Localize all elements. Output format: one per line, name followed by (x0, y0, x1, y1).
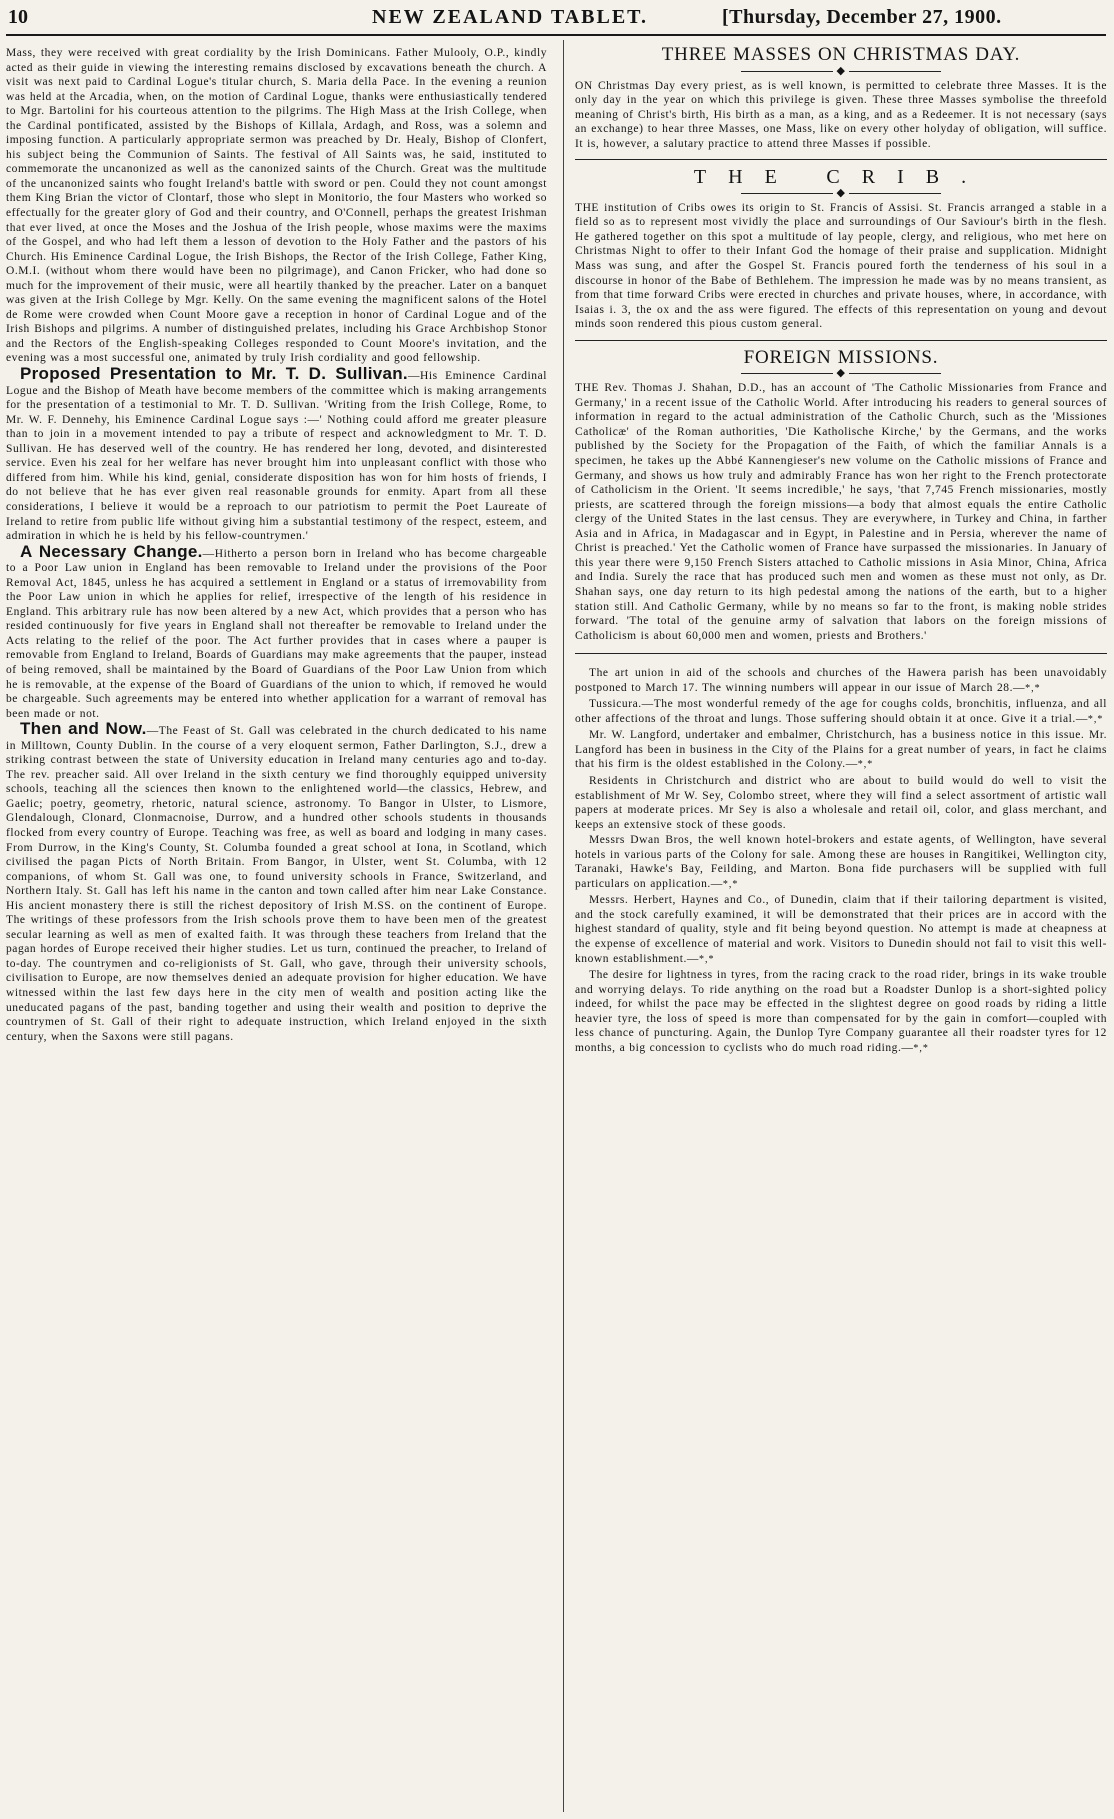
section-rule (575, 159, 1107, 160)
foreign-missions-body: THE Rev. Thomas J. Shahan, D.D., has an account of 'The Catholic Missionaries from France and Germany,' in a recent issue of the Catholic World. After introducing his readers to general sources of information in regard to the actual administration of the Catholic Church, such as the 'Missiones Catholicæ' of the Roman authorities, 'Die Katholische Kirche,' by the Germans, and the works published by the Society for the Propagation of the Faith, of which the familiar Annals is a specimen, he takes up the Abbé Kannengieser's new volume on the Catholic missions of France and Germany, and shows us how truly and admirably France has won her right to the French protectorate of Catholicism in the Orient. 'It seems incredible,' he says, 'that 7,745 French missionaries, mostly priests, are scattered through the foreign missions—a body that almost equals the entire Catholic clergy of the United States in the last census. They are everywhere, in Turkey and China, in farther Asia and in Africa, in Madagascar and in Egypt, in Palestine and in Persia, wherever the name of Christ is preached.' Yet the Catholic women of France have surpassed the missionaries. In January of this year there were 9,150 French Sisters attached to Catholic missions in Asia Minor, China, Africa and India. Surely the race that has produced such men and women as these must not only, as Dr. Shahan says, one day return to its high pedestal among the nations of the earth, but to a higher station still. And Catholic Germany, while by no means so far to the front, is making noble strides forward. 'The total of the genuine army of salvation that labors on the foreign missions of Catholicism is about 60,000 men and women, priests and Brothers.' (575, 382, 1107, 642)
issue-date: [Thursday, December 27, 1900. (722, 6, 1002, 28)
sullivan-heading: Proposed Presentation to Mr. T. D. Sullivan. (20, 364, 408, 384)
three-masses-body: ON Christmas Day every priest, as is well known, is permitted to celebrate three Masses. It is the only day in the year on which this privilege is given. These three Masses symbolise the threefold meaning of Christ's birth, His birth as a man, as a king, and as a Redeemer. It is not necessary (says an exchange) to hear three Masses, one Mass, like on every other holyday of obligation, will suffice. It is, however, a salutary practice to attend three Masses if possible. (575, 79, 1107, 150)
asterism-mark: *,* (913, 1042, 929, 1054)
notice-hawera-art-union: The art union in aid of the schools and churches of the Hawera parish has been unavoidably postponed to March 17. The winning numbers will appear in our issue of March 28.—*,* (575, 667, 1107, 694)
crib-body: THE institution of Cribs owes its origin to St. Francis of Assisi. St. Francis arranged a stable in a field so as to represent most vividly the place and surroundings of Our Saviour's birth in the flesh. He gathered together on this spot a multitude of lay people, clergy, and religious, who met here on Christmas Night to offer to their Infant God the homage of their praise and supplication. Midnight Mass was sung, and after the Gospel St. Francis poured forth the tenderness of his soul in a discourse in honor of the Babe of Bethlehem. The impression he made was by no means transient, as from that time forward Cribs were erected in churches and private houses, where, in accordance, with Isaias i. 3, the ox and the ass were figured. The effects of this representation on young and devout minds soon rendered this pious custom general. (575, 201, 1107, 331)
notice-langford: Mr. W. Langford, undertaker and embalmer, Christchurch, has a business notice in this issue. Mr. Langford has been in business in the City of the Plains for a great number of years, in fact he claims that his firm is the oldest established in the Colony.—*,* (575, 729, 1107, 771)
title-ornament: ◆ (575, 365, 1107, 381)
article-then-and-now: Then and Now.—The Feast of St. Gall was celebrated in the church dedicated to his name in Milltown, County Dublin. In the course of a very eloquent sermon, Father Darlington, S.J., drew a striking contrast between the state of University education in Ireland many centuries ago and to-day. The rev. preacher said. All over Ireland in the sixth century we find thoroughly equipped university schools, teaching all the sciences then known to the enlightened world—the classics, Hebrew, and Gaelic; poetry, geometry, rhetoric, natural science, astronomy. To Bangor in Ulster, to Lismore, Glendalough, Clonard, Clonmacnoise, Durrow, and a hundred other schools students in thousands flocked from every country of Europe. Teaching was free, as well as board and lodging in many cases. From Durrow, in the King's County, St. Columba founded a great school at Iona, in Scotland, which civilised the pagan Picts of North Britain. From Bangor, in Ulster, went St. Columba, with 12 companions, of whom St. Gall was one, to found university schools in France, Switzerland, and Northern Italy. St. Gall has left his name in the canton and town called after him near Lake Constance. His ancient monastery there is still the richest depository of Irish M.SS. on the continent of Europe. The writings of these professors from the Irish schools prove them to have been men of the greatest secular learning as well as men of exalted faith. It was through these teachers from Ireland that the pagan hordes of Europe received their higher studies. Let us turn, continued the preacher, to Ireland of to-day. The countrymen and co-religionists of St. Gall, who gave, through their university schools, civilisation to Europe, are now themselves denied an adequate provision for higher education. We have witnessed within the last few days here in the city men of wealth and position acting like the uneducated pagans of the past, banding together and using their wealth and position to deprive the countrymen of St. Gall of their right to adequate instruction, which Ireland enjoyed in the sixth century, when the Saxons were still pagans. (6, 719, 547, 1043)
necessary-change-heading: A Necessary Change. (20, 541, 203, 561)
section-rule (575, 653, 1107, 654)
notice-dunlop: The desire for lightness in tyres, from the racing crack to the road rider, brings in its wake trouble and worrying delays. To ride anything on the road but a Roadster Dunlop is a short-sighted policy indeed, for whilst the pace may be effected in the slightest degree on good roads by riding a little heavier tyre, the loss of speed is more than compensated for by the gain in comfort—coupled with less chance of puncturing. Again, the Dunlop Tyre Company guarantee all their roadster tyres for 12 months, a big concession to cyclists who do much road riding.—*,* (575, 969, 1107, 1054)
crib-title: THE CRIB. (693, 166, 989, 189)
section-rule (575, 340, 1107, 341)
page-header (0, 4, 1114, 34)
left-column (6, 46, 547, 1814)
title-ornament: ◆ (575, 185, 1107, 201)
asterism-mark: *,* (1087, 713, 1104, 725)
notice-herbert-haynes: Messrs. Herbert, Haynes and Co., of Dunedin, claim that if their tailoring department is visited, and the stock carefully examined, it will be demonstrated that their prices are in accord with the highest standard of quality, style and fit being beyond question. No attempt is made at cheapness at the expense of excellence of material and work. Visitors to Dunedin should not fail to visit this well-known establishment.—*,* (575, 894, 1107, 965)
necessary-change-body: Hitherto a person born in Ireland who has become chargeable to a Poor Law union in England has been removable to Ireland under the provisions of the Poor Removal Act, 1845, unless he has acquired a settlement in England or a status of irremovability from the Poor Law union in which he applies for relief, irrespective of the length of his residence in England. This arbitrary rule has now been altered by a new Act, which provides that a person who has resided continuously for five years in England shall not thereafter be removable to Ireland under the Acts relating to the relief of the poor. The Act further provides that in cases where a pauper is removable from England to Ireland, Boards of Guardians may make agreements that the pauper, instead of being removed, shall be maintained by the Board of Guardians of the Poor Law Union from which he is removable, at the expense of the Board of Guardians of the union to which, if removed he would be chargeable. Such agreements may be entered into whether application for a warrant of removal has been made or not. (6, 547, 547, 720)
article-rome-pilgrimage: Mass, they were received with great cordiality by the Irish Dominicans. Father Mulooly, O.P., kindly acted as their guide in viewing the interesting remains disclosed by excavations beneath the church. A visit was next paid to Cardinal Logue's titular church, S. Maria della Pace. In the evening a reunion was held at the Arcadia, when, on the motion of Cardinal Logue, thanks were enthusiastically tendered to Mgr. Bartolini for his courteous attention to the pilgrims. The High Mass at the Irish College, when the Cardinal pontificated, assisted by the Bishops of Killala, Ardagh, and Ross, was a solemn and imposing function. A particularly appropriate sermon was preached by Dr. Healy, Bishop of Clonfert, his subject being the Communion of Saints. The festival of All Saints was, he said, instituted to commemorate the uncanonized as well as the canonized saints of the Church. Great was the multitude of the uncanonized saints who fought Ireland's battle with sword or pen. Could they not count amongst them King Brian the victor of Clontarf, those who slept in Monitorio, the four Masters who worked so effectually for the greater glory of God and their country, and O'Connell, perhaps the greatest Irishman that ever lived, at once the Moses and the Joshua of the Irish people, whose maxims were the maxims of the Gospel, and who had left them a lesson of devotion to the Holy Father and the pastors of his Church. His Eminence Cardinal Logue, the Irish Bishops, the Rector of the Irish College, Father King, O.M.I. (without whom there would have been no pilgrimage), and Canon Fricker, who had done so much for the improvement of their music, were all heartily thanked by the preacher. Later on a banquet was given at the Irish College by Mgr. Kelly. On the same evening the magnificent salons of the Hotel de Rome were crowded when Count Moore gave a reception in honor of Cardinal Logue and of the Irish Bishops and pilgrims. A number of distinguished prelates, including his Grace Archbishop Stonor and the Rectors of the English-speaking Colleges responded to Count Moore's invitation, and the evening was a most successful one, animated by truly Irish cordiality and good fellowship. (6, 47, 547, 365)
asterism-mark: *,* (722, 878, 739, 890)
asterism-mark: *,* (1025, 682, 1041, 694)
then-and-now-body: The Feast of St. Gall was celebrated in the church dedicated to his name in Milltown, County Dublin. In the course of a very eloquent sermon, Father Darlington, S.J., drew a striking contrast between the state of University education in Ireland many centuries ago and to-day. The rev. preacher said. All over Ireland in the sixth century we find thoroughly equipped university schools, teaching all the sciences then known to the enlightened world—the classics, Hebrew, and Gaelic; poetry, geometry, rhetoric, natural science, astronomy. To Bangor in Ulster, to Lismore, Glendalough, Clonard, Clonmacnoise, Durrow, and a hundred other schools students in thousands flocked from every country of Europe. Teaching was free, as well as board and lodging in many cases. From Durrow, in the King's County, St. Columba founded a great school at Iona, in Scotland, which civilised the pagan Picts of North Britain. From Bangor, in Ulster, went St. Columba, with 12 companions, of whom St. Gall was one, to found university schools in France, Switzerland, and Northern Italy. St. Gall has left his name in the canton and town called after him near Lake Constance. His ancient monastery there is still the richest depository of Irish M.SS. on the continent of Europe. The writings of these professors from the Irish schools prove them to have been men of the greatest secular learning as well as men of exalted faith. It was through these teachers from Ireland that the pagan hordes of Europe received their higher studies. Let us turn, continued the preacher, to Ireland of to-day. The countrymen and co-religionists of St. Gall, who gave, through their university schools, civilisation to Europe, are now themselves denied an adequate provision for higher education. We have witnessed within the last few days here in the city men of wealth and position acting like the uneducated pagans of the past, banding together and using their wealth and position to deprive the countrymen of St. Gall of their right to adequate instruction, which Ireland enjoyed in the sixth century, when the Saxons were still pagans. (6, 725, 547, 1043)
asterism-mark: *,* (857, 759, 874, 771)
column-divider (563, 40, 564, 1812)
asterism-mark: *,* (698, 953, 715, 965)
title-ornament: ◆ (575, 63, 1107, 79)
header-rule (6, 34, 1106, 36)
masthead-title: NEW ZEALAND TABLET. (372, 6, 649, 28)
page-number: 10 (8, 6, 28, 28)
article-necessary-change: A Necessary Change.—Hitherto a person born in Ireland who has become chargeable to a Poor Law union in England has been removable to Ireland under the provisions of the Poor Removal Act, 1845, unless he has acquired a settlement in England or a status of irremovability from the Poor Law union in which he applies for relief, irrespective of the length of his residence in England. This arbitrary rule has now been altered by a new Act, which provides that a person who has resided continuously for five years in England shall not thereafter be removable to Ireland under the Acts relating to the relief of the poor. The Act further provides that in cases where a pauper is removable from England to Ireland, Boards of Guardians may make agreements that the pauper, instead of being removed, shall be maintained by the Board of Guardians of the Poor Law Union from which he is removable, at the expense of the Board of Guardians of the union to which, if removed he would be chargeable. Such agreements may be entered into whether application for a warrant of removal has been made or not. (6, 541, 547, 720)
right-column (575, 46, 1107, 1812)
notice-sey: Residents in Christchurch and district who are about to build would do well to visit the establishment of Mr W. Sey, Colombo street, where they will find a select assortment of artistic wall papers at moderate prices. Mr Sey is also a wholesale and retail oil, color, and glass merchant, and keeps an extensive stock of these goods. (575, 774, 1107, 831)
notice-dwan-bros: Messrs Dwan Bros, the well known hotel-brokers and estate agents, of Wellington, have several hotels in various parts of the Colony for sale. Among these are houses in Rangitikei, Wellington city, Taranaki, Hawke's Bay, Feilding, and Marton. Bona fide purchasers will be supplied with full particulars on application.—*,* (575, 834, 1107, 890)
notice-tussicura: Tussicura.—The most wonderful remedy of the age for coughs colds, bronchitis, influenza, and all other affections of the throat and lungs. Those suffering should obtain it at once. Give it a trial.—*,* (575, 698, 1107, 725)
then-and-now-heading: Then and Now. (20, 719, 147, 739)
sullivan-body: His Eminence Cardinal Logue and the Bishop of Meath have become members of the committee which is making arrangements for the presentation of a testimonial to Mr. T. D. Sullivan. 'Writing from the Irish College, Rome, to Mr. W. F. Dennehy, his Eminence Cardinal Logue says :—' Nothing could afford me greater pleasure than to join in a movement intended to pay a tribute of respect and acknowledgment to Mr. T. D. Sullivan. He has deserved well of the country. He has rendered her long, devoted, and disinterested service. Even his zeal for her welfare has never brought him into unpleasant conflict with those who differed from him. While his kind, genial, considerate disposition has won for him hosts of friends, I do not believe that he has ever given real reasonable grounds for enmity. Apart from all these considerations, I believe it would be a reproach to our patriotism to permit the Poet Laureate of Ireland to retire from public life without giving him a substantial testimony of the respect, esteem, and admiration in which he is held by his fellow-countrymen.' (6, 370, 547, 543)
article-sullivan-presentation: Proposed Presentation to Mr. T. D. Sullivan.—His Eminence Cardinal Logue and the Bishop of Meath have become members of the committee which is making arrangements for the presentation of a testimonial to Mr. T. D. Sullivan. 'Writing from the Irish College, Rome, to Mr. W. F. Dennehy, his Eminence Cardinal Logue says :—' Nothing could afford me greater pleasure than to join in a movement intended to pay a tribute of respect and acknowledgment to Mr. T. D. Sullivan. He has deserved well of the country. He has rendered her long, devoted, and disinterested service. Even his zeal for her welfare has never brought him into unpleasant conflict with those who differed from him. While his kind, genial, considerate disposition has won for him hosts of friends, I do not believe that he has ever given real reasonable grounds for enmity. Apart from all these considerations, I believe it would be a reproach to our patriotism to permit the Poet Laureate of Ireland to retire from public life without giving him a substantial testimony of the respect, esteem, and admiration in which he is held by his fellow-countrymen.' (6, 364, 547, 543)
foreign-missions-title: FOREIGN MISSIONS. (743, 346, 939, 368)
three-masses-title: THREE MASSES ON CHRISTMAS DAY. (661, 46, 1021, 65)
